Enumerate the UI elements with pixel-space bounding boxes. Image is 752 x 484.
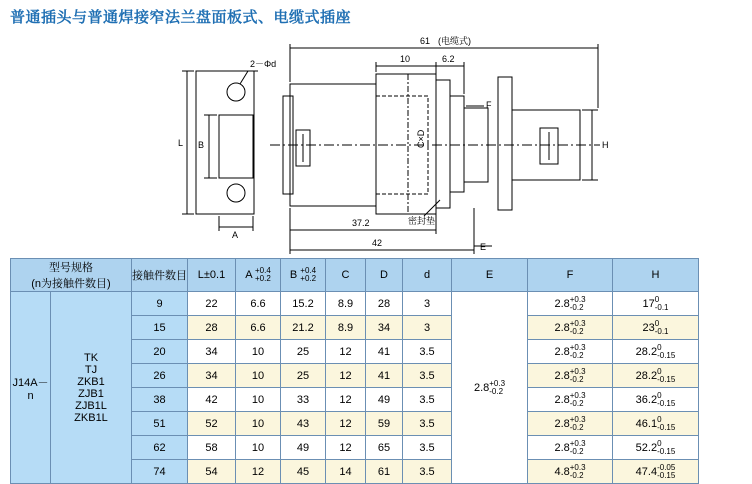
- cell-L: 34: [188, 340, 236, 364]
- label-A: A: [232, 230, 239, 240]
- label-B: B: [198, 140, 205, 150]
- cell-B: 49: [281, 436, 326, 460]
- cell-H: 23 0 -0.1: [613, 316, 699, 340]
- cell-C: 8.9: [326, 292, 366, 316]
- cell-C: 12: [326, 412, 366, 436]
- page-title: 普通插头与普通焊接窄法兰盘面板式、电缆式插座: [10, 8, 352, 26]
- header-contacts: 接触件数目: [132, 259, 188, 292]
- type-label: ZKB1L: [74, 411, 108, 424]
- cell-F: 2.8 +0.3 -0.2: [528, 316, 613, 340]
- cell-D: 59: [366, 412, 403, 436]
- cell-H: 28.2 0 -0.15: [613, 340, 699, 364]
- cell-E: 2.8 +0.3 -0.2: [452, 292, 528, 484]
- cell-d: 3: [403, 292, 452, 316]
- cell-A: 10: [236, 340, 281, 364]
- cell-contacts: 62: [132, 436, 188, 460]
- table-row: [11, 292, 699, 316]
- dim-61: 61: [420, 36, 431, 46]
- cell-C: 8.9: [326, 316, 366, 340]
- dim-37-2: 37.2: [352, 218, 370, 228]
- cell-contacts: 74: [132, 460, 188, 484]
- cell-F: 2.8 +0.3 -0.2: [528, 436, 613, 460]
- cell-B: 15.2: [281, 292, 326, 316]
- dim-42: 42: [372, 238, 383, 248]
- cell-L: 28: [188, 316, 236, 340]
- cell-D: 61: [366, 460, 403, 484]
- cell-d: 3.5: [403, 364, 452, 388]
- cell-contacts: 9: [132, 292, 188, 316]
- cell-d: 3.5: [403, 460, 452, 484]
- cell-B: 45: [281, 460, 326, 484]
- header-E: E: [452, 259, 528, 292]
- cell-B: 21.2: [281, 316, 326, 340]
- cell-A: 10: [236, 388, 281, 412]
- dim-10: 10: [400, 54, 411, 64]
- cell-D: 65: [366, 436, 403, 460]
- cell-L: 54: [188, 460, 236, 484]
- series-cell: J14A－n: [11, 292, 51, 484]
- cell-H: 36.2 0 -0.15: [613, 388, 699, 412]
- label-F: F: [486, 100, 492, 110]
- cell-F: 2.8 +0.3 -0.2: [528, 340, 613, 364]
- header-H: H: [613, 259, 699, 292]
- cell-F: 4.8 +0.3 -0.2: [528, 460, 613, 484]
- receptacle-plate: [498, 77, 512, 210]
- cell-D: 28: [366, 292, 403, 316]
- cell-d: 3.5: [403, 340, 452, 364]
- header-L: L±0.1: [188, 259, 236, 292]
- cell-H: 17 0 -0.1: [613, 292, 699, 316]
- cell-H: 46.1 0 -0.15: [613, 412, 699, 436]
- types-cell: [51, 292, 132, 484]
- table-body: [11, 292, 699, 484]
- cell-H: 47.4 -0.05 -0.15: [613, 460, 699, 484]
- dim-6-2: 6.2: [442, 54, 455, 64]
- cell-D: 34: [366, 316, 403, 340]
- cell-B: 25: [281, 364, 326, 388]
- cell-d: 3: [403, 316, 452, 340]
- cell-contacts: 38: [132, 388, 188, 412]
- hole-label: 2－Φd: [250, 59, 277, 69]
- cell-C: 12: [326, 388, 366, 412]
- cell-A: 6.6: [236, 292, 281, 316]
- cell-C: 12: [326, 364, 366, 388]
- cell-A: 6.6: [236, 316, 281, 340]
- flange: [436, 80, 450, 208]
- cell-contacts: 26: [132, 364, 188, 388]
- cell-H: 52.2 0 -0.15: [613, 436, 699, 460]
- cell-B: 25: [281, 340, 326, 364]
- type-label: TK: [83, 351, 99, 364]
- label-CxD: C×D: [416, 129, 426, 148]
- label-E: E: [480, 242, 487, 252]
- cell-contacts: 51: [132, 412, 188, 436]
- cell-F: 2.8 +0.3 -0.2: [528, 412, 613, 436]
- cell-B: 33: [281, 388, 326, 412]
- header-B: B +0.4 +0.2: [281, 259, 326, 292]
- type-label: ZJB1L: [75, 399, 107, 412]
- cell-B: 43: [281, 412, 326, 436]
- header-d: d: [403, 259, 452, 292]
- spec-table: [10, 258, 699, 484]
- cell-A: 10: [236, 412, 281, 436]
- cell-C: 12: [326, 340, 366, 364]
- cell-H: 28.2 0 -0.15: [613, 364, 699, 388]
- cell-contacts: 20: [132, 340, 188, 364]
- cell-A: 12: [236, 460, 281, 484]
- type-label: TJ: [84, 363, 98, 376]
- header-A: A +0.4 +0.2: [236, 259, 281, 292]
- cell-C: 12: [326, 436, 366, 460]
- table-header-row: [11, 259, 699, 292]
- header-C: C: [326, 259, 366, 292]
- cell-contacts: 15: [132, 316, 188, 340]
- cell-A: 10: [236, 436, 281, 460]
- cell-L: 52: [188, 412, 236, 436]
- cell-L: 34: [188, 364, 236, 388]
- cell-L: 58: [188, 436, 236, 460]
- type-label: ZKB1: [77, 375, 105, 388]
- cell-D: 41: [366, 340, 403, 364]
- cell-d: 3.5: [403, 388, 452, 412]
- cell-F: 2.8 +0.3 -0.2: [528, 388, 613, 412]
- label-L: L: [178, 138, 184, 148]
- dim-61-note: (电缆式): [438, 36, 471, 46]
- label-gasket: 密封垫: [408, 216, 436, 226]
- type-label: ZJB1: [78, 387, 104, 400]
- mount-hole-bottom: [227, 184, 245, 202]
- cell-L: 22: [188, 292, 236, 316]
- cell-d: 3.5: [403, 436, 452, 460]
- header-F: F: [528, 259, 613, 292]
- cell-C: 14: [326, 460, 366, 484]
- cell-F: 2.8 +0.3 -0.2: [528, 364, 613, 388]
- cell-D: 41: [366, 364, 403, 388]
- cell-D: 49: [366, 388, 403, 412]
- cell-d: 3.5: [403, 412, 452, 436]
- mount-hole-top: [227, 83, 245, 101]
- label-H: H: [602, 140, 609, 150]
- header-model: 型号规格 (n为接触件数目): [11, 259, 132, 292]
- header-D: D: [366, 259, 403, 292]
- cell-A: 10: [236, 364, 281, 388]
- cell-L: 42: [188, 388, 236, 412]
- cell-F: 2.8 +0.3 -0.2: [528, 292, 613, 316]
